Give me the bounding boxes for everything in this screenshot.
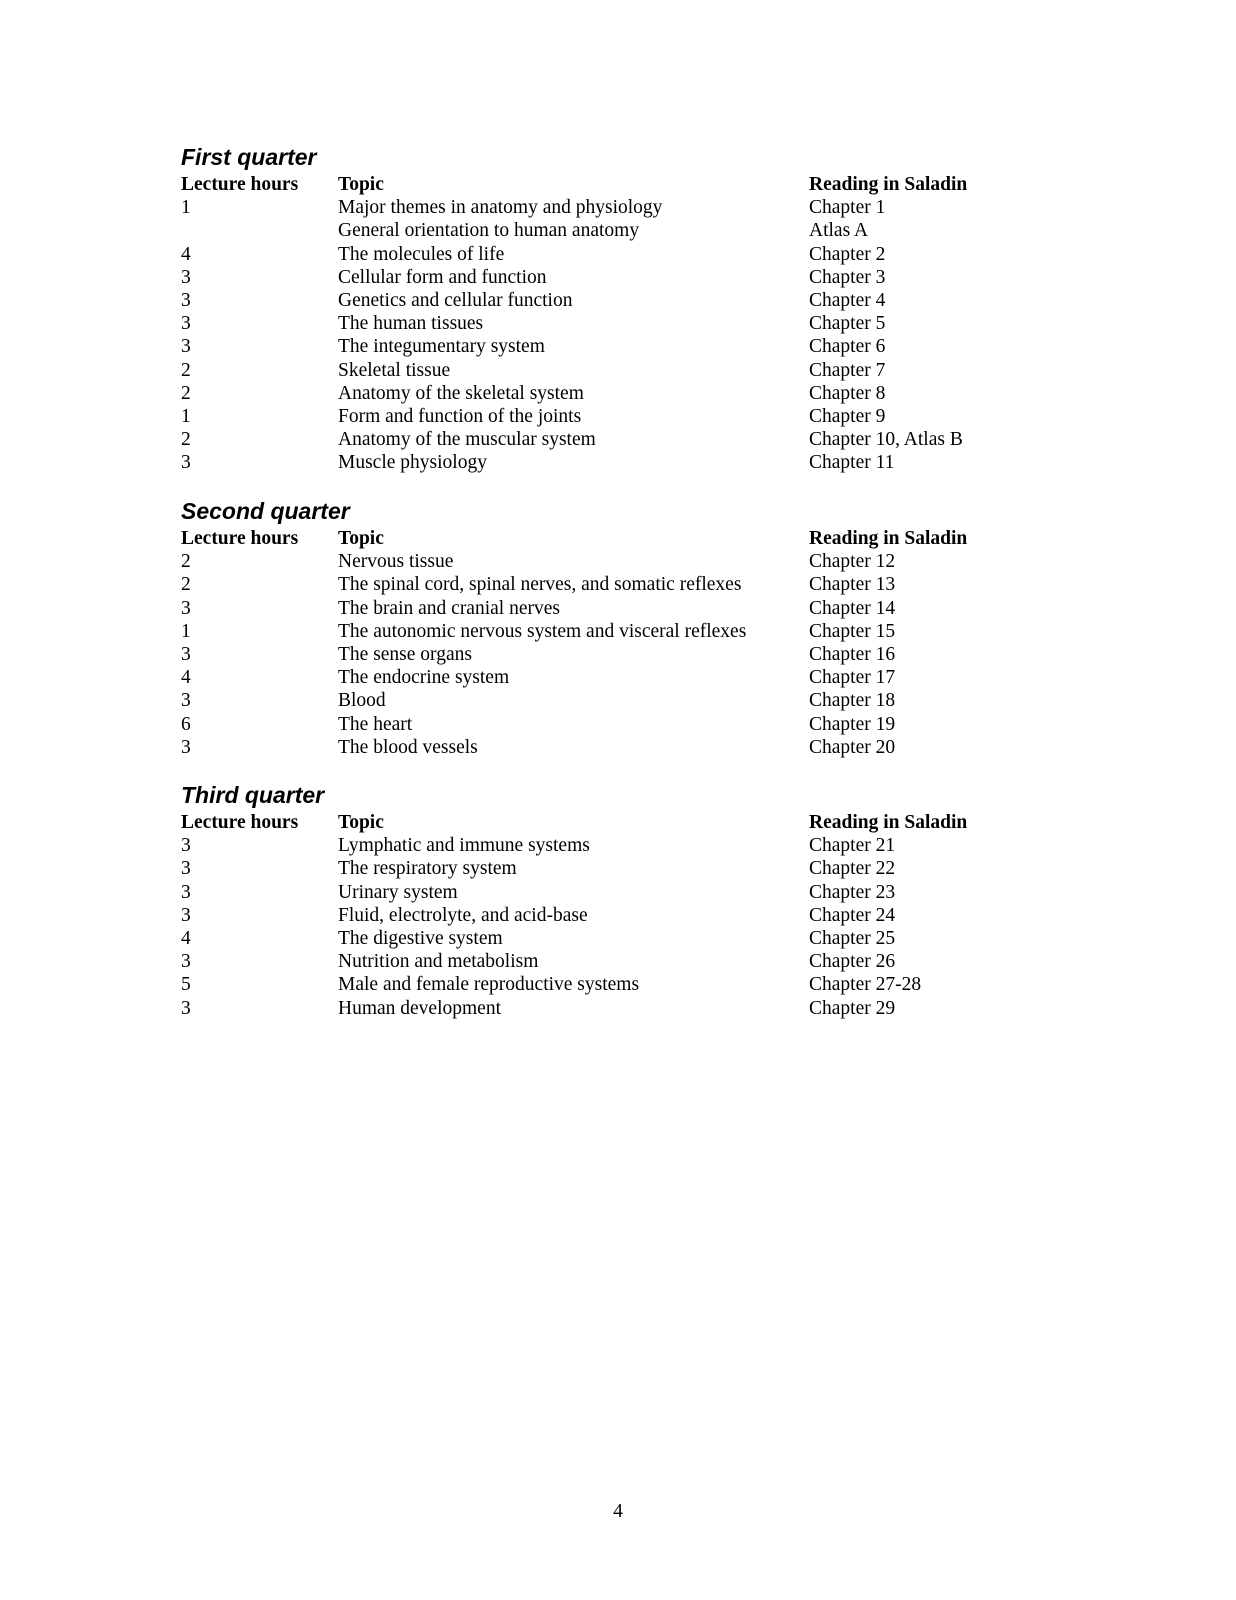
lecture-hours: 1 — [181, 197, 191, 219]
reading: Chapter 7 — [809, 359, 886, 381]
lecture-hours: 2 — [181, 574, 191, 596]
table-row — [181, 266, 1001, 289]
lecture-hours: 3 — [181, 736, 191, 758]
table-row — [181, 713, 1001, 736]
reading: Chapter 19 — [809, 713, 896, 735]
lecture-hours: 4 — [181, 243, 191, 265]
reading: Chapter 22 — [809, 858, 896, 880]
topic: Form and function of the joints — [338, 405, 582, 427]
reading: Chapter 3 — [809, 266, 886, 288]
table-row — [181, 359, 1001, 382]
table-row — [181, 834, 1001, 857]
table-row — [181, 643, 1001, 666]
section-title: First quarter — [181, 144, 317, 170]
reading: Chapter 15 — [809, 620, 896, 642]
table-row — [181, 573, 1001, 596]
topic: Nervous tissue — [338, 551, 454, 573]
topic: Anatomy of the muscular system — [338, 429, 596, 451]
topic: Male and female reproductive systems — [338, 974, 640, 996]
topic: The integumentary system — [338, 336, 545, 358]
lecture-hours: 3 — [181, 597, 191, 619]
lecture-hours: 3 — [181, 997, 191, 1019]
lecture-hours: 2 — [181, 551, 191, 573]
reading: Atlas A — [809, 220, 869, 242]
table-row — [181, 550, 1001, 573]
topic: The autonomic nervous system and visceral reflexes — [338, 620, 747, 642]
lecture-hours: 3 — [181, 881, 191, 903]
topic: Major themes in anatomy and physiology — [338, 197, 663, 219]
table-row — [181, 243, 1001, 266]
reading: Chapter 13 — [809, 574, 896, 596]
table-row — [181, 219, 1001, 242]
lecture-hours: 3 — [181, 643, 191, 665]
section-third-quarter — [181, 780, 1001, 1020]
table-row — [181, 927, 1001, 950]
table-row — [181, 950, 1001, 973]
table-header — [181, 811, 1001, 834]
table-row — [181, 881, 1001, 904]
topic: The spinal cord, spinal nerves, and somatic reflexes — [338, 574, 742, 596]
lecture-hours: 5 — [181, 974, 191, 996]
column-header-hours: Lecture hours — [181, 528, 299, 549]
table-row — [181, 997, 1001, 1020]
reading: Chapter 6 — [809, 336, 886, 358]
reading: Chapter 14 — [809, 597, 896, 619]
lecture-hours — [181, 219, 338, 242]
column-header-hours: Lecture hours — [181, 174, 299, 195]
topic: The brain and cranial nerves — [338, 597, 560, 619]
section-second-quarter — [181, 496, 1001, 759]
reading: Chapter 12 — [809, 551, 896, 573]
table-row — [181, 451, 1001, 474]
topic: The heart — [338, 713, 413, 735]
reading: Chapter 26 — [809, 951, 896, 973]
table-row — [181, 405, 1001, 428]
lecture-hours: 3 — [181, 289, 191, 311]
reading: Chapter 4 — [809, 289, 886, 311]
section-title: Second quarter — [181, 498, 350, 524]
table-row — [181, 857, 1001, 880]
topic: Genetics and cellular function — [338, 289, 573, 311]
reading: Chapter 25 — [809, 927, 896, 949]
topic: Lymphatic and immune systems — [338, 835, 590, 857]
topic: The digestive system — [338, 927, 503, 949]
topic: The sense organs — [338, 643, 472, 665]
reading: Chapter 23 — [809, 881, 896, 903]
table-row — [181, 904, 1001, 927]
lecture-hours: 2 — [181, 359, 191, 381]
topic: Urinary system — [338, 881, 458, 903]
table-row — [181, 196, 1001, 219]
table-row — [181, 597, 1001, 620]
topic: Anatomy of the skeletal system — [338, 382, 584, 404]
lecture-hours: 3 — [181, 336, 191, 358]
reading: Chapter 11 — [809, 452, 895, 474]
topic: The endocrine system — [338, 667, 510, 689]
column-header-topic: Topic — [338, 528, 384, 549]
topic: The human tissues — [338, 313, 484, 335]
table-header — [181, 173, 1001, 196]
topic: Muscle physiology — [338, 452, 487, 474]
topic: The molecules of life — [338, 243, 505, 265]
lecture-hours: 3 — [181, 313, 191, 335]
table-row — [181, 382, 1001, 405]
topic: Human development — [338, 997, 501, 1019]
lecture-hours: 3 — [181, 951, 191, 973]
lecture-hours: 1 — [181, 620, 191, 642]
topic: General orientation to human anatomy — [338, 220, 640, 242]
table-header — [181, 527, 1001, 550]
reading: Chapter 17 — [809, 667, 896, 689]
lecture-hours: 2 — [181, 382, 191, 404]
table-row — [181, 620, 1001, 643]
table-row — [181, 289, 1001, 312]
topic: Fluid, electrolyte, and acid-base — [338, 904, 588, 926]
table-row — [181, 335, 1001, 358]
section-first-quarter — [181, 142, 1001, 474]
column-header-reading: Reading in Saladin — [809, 174, 968, 195]
reading: Chapter 2 — [809, 243, 886, 265]
reading: Chapter 16 — [809, 643, 896, 665]
reading: Chapter 5 — [809, 313, 886, 335]
lecture-hours: 4 — [181, 927, 191, 949]
reading: Chapter 27-28 — [809, 974, 922, 996]
table-row — [181, 973, 1001, 996]
column-header-reading: Reading in Saladin — [809, 812, 968, 833]
reading: Chapter 1 — [809, 197, 886, 219]
table-row — [181, 428, 1001, 451]
section-title: Third quarter — [181, 782, 325, 808]
reading: Chapter 9 — [809, 405, 886, 427]
lecture-hours: 4 — [181, 667, 191, 689]
topic: Skeletal tissue — [338, 359, 451, 381]
topic: The respiratory system — [338, 858, 517, 880]
reading: Chapter 18 — [809, 690, 896, 712]
table-row — [181, 736, 1001, 759]
column-header-reading: Reading in Saladin — [809, 528, 968, 549]
reading: Chapter 20 — [809, 736, 896, 758]
page-number: 4 — [613, 1501, 623, 1522]
topic: The blood vessels — [338, 736, 478, 758]
lecture-hours: 3 — [181, 266, 191, 288]
topic: Blood — [338, 690, 386, 712]
lecture-hours: 3 — [181, 690, 191, 712]
lecture-hours: 3 — [181, 452, 191, 474]
reading: Chapter 29 — [809, 997, 896, 1019]
reading: Chapter 10, Atlas B — [809, 429, 963, 451]
reading: Chapter 8 — [809, 382, 886, 404]
lecture-hours: 3 — [181, 904, 191, 926]
column-header-hours: Lecture hours — [181, 812, 299, 833]
lecture-hours: 2 — [181, 429, 191, 451]
table-row — [181, 689, 1001, 712]
reading: Chapter 24 — [809, 904, 896, 926]
lecture-hours: 6 — [181, 713, 191, 735]
table-row — [181, 312, 1001, 335]
table-row — [181, 666, 1001, 689]
topic: Cellular form and function — [338, 266, 547, 288]
lecture-hours: 1 — [181, 405, 191, 427]
lecture-hours: 3 — [181, 858, 191, 880]
column-header-topic: Topic — [338, 174, 384, 195]
reading: Chapter 21 — [809, 835, 896, 857]
topic: Nutrition and metabolism — [338, 951, 539, 973]
lecture-hours: 3 — [181, 835, 191, 857]
column-header-topic: Topic — [338, 812, 384, 833]
